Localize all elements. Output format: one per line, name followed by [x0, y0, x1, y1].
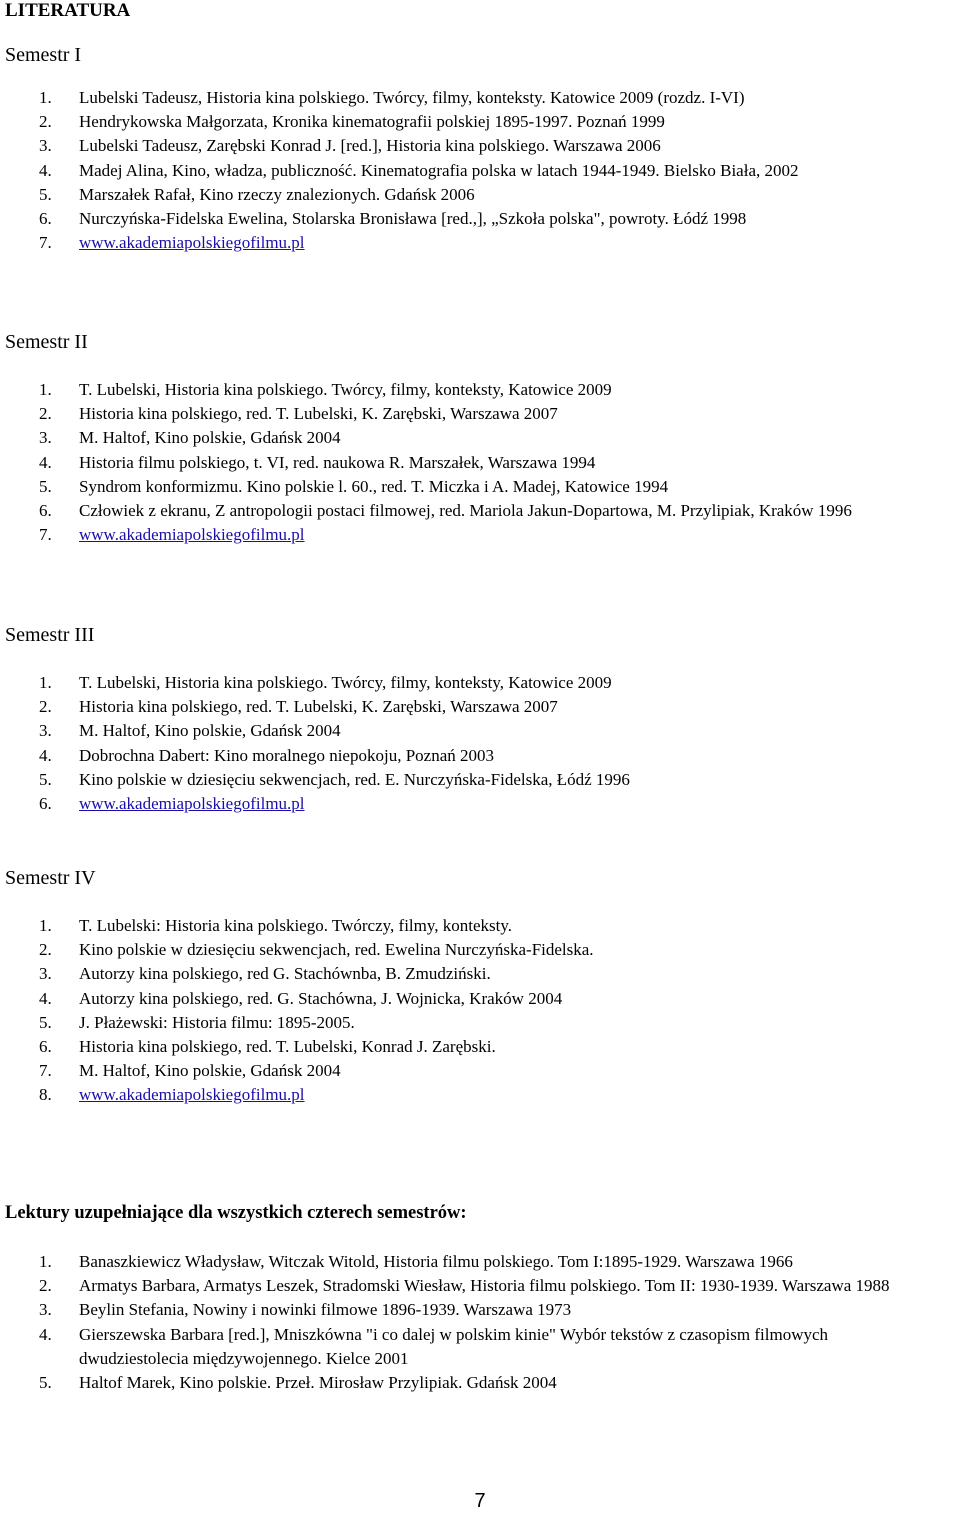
website-link[interactable]: www.akademiapolskiegofilmu.pl [79, 794, 305, 814]
reference-text: Historia kina polskiego, red. T. Lubelski, K. Zarębski, Warszawa 2007 [79, 697, 558, 717]
reference-item [0, 451, 940, 475]
website-link[interactable]: www.akademiapolskiegofilmu.pl [79, 233, 305, 253]
reference-item [0, 719, 940, 743]
reference-text: T. Lubelski, Historia kina polskiego. Twórcy, filmy, konteksty, Katowice 2009 [79, 673, 612, 692]
item-number: 8. [39, 1085, 52, 1105]
item-number: 3. [39, 428, 52, 448]
semester-2-reading-list [0, 378, 940, 547]
item-number: 7. [39, 233, 52, 253]
item-number: 4. [39, 745, 52, 765]
page-number: 7 [474, 1490, 486, 1512]
item-number: 6. [39, 794, 52, 814]
semester-1-reading-list [0, 86, 940, 255]
reference-item [0, 987, 940, 1011]
reference-item [0, 914, 940, 938]
item-number: 2. [39, 404, 52, 424]
reference-item [0, 744, 940, 768]
semester-4-heading: Semestr IV [5, 867, 96, 889]
reference-link-item [0, 523, 940, 547]
reference-text: M. Haltof, Kino polskie, Gdańsk 2004 [79, 721, 341, 741]
reference-item [0, 1371, 940, 1395]
reference-item [0, 207, 940, 231]
reference-text: Banaszkiewicz Władysław, Witczak Witold, Historia filmu polskiego. Tom I:1895-1929. Warszawa 1966 [79, 1252, 793, 1271]
reference-text: T. Lubelski, Historia kina polskiego. Twórcy, filmy, konteksty, Katowice 2009 [79, 380, 612, 399]
item-number: 5. [39, 769, 52, 789]
item-number: 4. [39, 452, 52, 472]
item-number: 3. [39, 964, 52, 984]
reference-item [0, 183, 940, 207]
reference-text: Nurczyńska-Fidelska Ewelina, Stolarska Bronisława [red.,], „Szkoła polska", powroty. Łódź 1998 [79, 209, 747, 229]
reference-text: Autorzy kina polskiego, red G. Stachównba, B. Zmudziński. [79, 964, 491, 984]
item-number: 4. [39, 160, 52, 180]
reference-item [0, 1250, 940, 1274]
reference-text: Dobrochna Dabert: Kino moralnego niepokoju, Poznań 2003 [79, 745, 494, 765]
reference-text: Hendrykowska Małgorzata, Kronika kinematografii polskiej 1895-1997. Poznań 1999 [79, 112, 665, 132]
item-number: 3. [39, 1300, 52, 1320]
reference-text: M. Haltof, Kino polskie, Gdańsk 2004 [79, 428, 341, 448]
website-link[interactable]: www.akademiapolskiegofilmu.pl [79, 525, 305, 545]
item-number: 7. [39, 525, 52, 545]
item-number: 7. [39, 1061, 52, 1081]
item-number: 1. [39, 88, 52, 107]
item-number: 3. [39, 136, 52, 156]
reference-text: Gierszewska Barbara [red.], Mniszkówna "i co dalej w polskim kinie" Wybór tekstów z czasopism filmowych dwudziestolecia międzywojennego. Kielce 2001 [79, 1324, 829, 1368]
item-number: 5. [39, 476, 52, 496]
item-number: 2. [39, 112, 52, 132]
reference-item [0, 1059, 940, 1083]
reference-text: Madej Alina, Kino, władza, publiczność. Kinematografia polska w latach 1944-1949. Bielsko Biała, 2002 [79, 160, 799, 180]
supplementary-reading-list [0, 1250, 940, 1395]
reference-item [0, 86, 940, 110]
item-number: 2. [39, 1276, 52, 1296]
reference-text: Beylin Stefania, Nowiny i nowinki filmowe 1896-1939. Warszawa 1973 [79, 1300, 572, 1320]
item-number: 1. [39, 1252, 52, 1271]
supplementary-readings-heading: Lektury uzupełniające dla wszystkich czterech semestrów: [5, 1203, 467, 1223]
reference-item [0, 671, 940, 695]
reference-item [0, 1274, 940, 1298]
reference-item [0, 378, 940, 402]
reference-item [0, 768, 940, 792]
item-number: 1. [39, 380, 52, 399]
reference-text: M. Haltof, Kino polskie, Gdańsk 2004 [79, 1061, 341, 1081]
semester-2-heading: Semestr II [5, 331, 88, 353]
reference-text: Haltof Marek, Kino polskie. Przeł. Mirosław Przylipiak. Gdańsk 2004 [79, 1373, 557, 1393]
page-title: LITERATURA [5, 0, 131, 21]
website-link[interactable]: www.akademiapolskiegofilmu.pl [79, 1085, 305, 1105]
reference-text: Lubelski Tadeusz, Historia kina polskiego. Twórcy, filmy, konteksty. Katowice 2009 (rozdz. I-VI) [79, 88, 745, 107]
reference-item [0, 938, 940, 962]
reference-item [0, 1298, 940, 1322]
reference-item [0, 475, 940, 499]
item-number: 2. [39, 940, 52, 960]
item-number: 1. [39, 673, 52, 692]
reference-item [0, 159, 940, 183]
reference-item [0, 110, 940, 134]
reference-text: Lubelski Tadeusz, Zarębski Konrad J. [red.], Historia kina polskiego. Warszawa 2006 [79, 136, 661, 156]
semester-3-reading-list [0, 671, 940, 816]
semester-4-reading-list [0, 914, 940, 1108]
reference-link-item [0, 231, 940, 255]
reference-text: Kino polskie w dziesięciu sekwencjach, red. E. Nurczyńska-Fidelska, Łódź 1996 [79, 769, 630, 789]
reference-item [0, 134, 940, 158]
item-number: 1. [39, 916, 52, 935]
item-number: 6. [39, 1037, 52, 1057]
item-number: 4. [39, 988, 52, 1008]
reference-text: Historia kina polskiego, red. T. Lubelski, K. Zarębski, Warszawa 2007 [79, 404, 558, 424]
reference-text: Historia filmu polskiego, t. VI, red. naukowa R. Marszałek, Warszawa 1994 [79, 452, 596, 472]
item-number: 5. [39, 1373, 52, 1393]
semester-1-heading: Semestr I [5, 44, 82, 66]
reference-text: Historia kina polskiego, red. T. Lubelski, Konrad J. Zarębski. [79, 1037, 496, 1057]
reference-text: Armatys Barbara, Armatys Leszek, Stradomski Wiesław, Historia filmu polskiego. Tom II: 1930-1939. Warszawa 1988 [79, 1276, 890, 1296]
reference-text: Autorzy kina polskiego, red. G. Stachówna, J. Wojnicka, Kraków 2004 [79, 988, 563, 1008]
item-number: 6. [39, 209, 52, 229]
reference-item [0, 695, 940, 719]
reference-item [0, 402, 940, 426]
item-number: 5. [39, 1012, 52, 1032]
item-number: 5. [39, 184, 52, 204]
reference-item [0, 1035, 940, 1059]
item-number: 3. [39, 721, 52, 741]
reference-text: J. Płażewski: Historia filmu: 1895-2005. [79, 1012, 355, 1032]
reference-link-item [0, 792, 940, 816]
reference-item [0, 962, 940, 986]
reference-item [0, 426, 940, 450]
reference-text: Człowiek z ekranu, Z antropologii postaci filmowej, red. Mariola Jakun-Dopartowa, M. Przylipiak, Kraków 1996 [79, 501, 852, 521]
reference-item [0, 1323, 940, 1371]
reference-item [0, 1011, 940, 1035]
reference-link-item [0, 1083, 940, 1107]
item-number: 2. [39, 697, 52, 717]
item-number: 4. [39, 1324, 52, 1344]
reference-text: Kino polskie w dziesięciu sekwencjach, red. Ewelina Nurczyńska-Fidelska. [79, 940, 594, 960]
reference-text: Marszałek Rafał, Kino rzeczy znalezionych. Gdańsk 2006 [79, 184, 475, 204]
semester-3-heading: Semestr III [5, 624, 95, 646]
reference-item [0, 499, 940, 523]
item-number: 6. [39, 501, 52, 521]
reference-text: T. Lubelski: Historia kina polskiego. Twórczy, filmy, konteksty. [79, 916, 513, 935]
reference-text: Syndrom konformizmu. Kino polskie l. 60., red. T. Miczka i A. Madej, Katowice 1994 [79, 476, 669, 496]
